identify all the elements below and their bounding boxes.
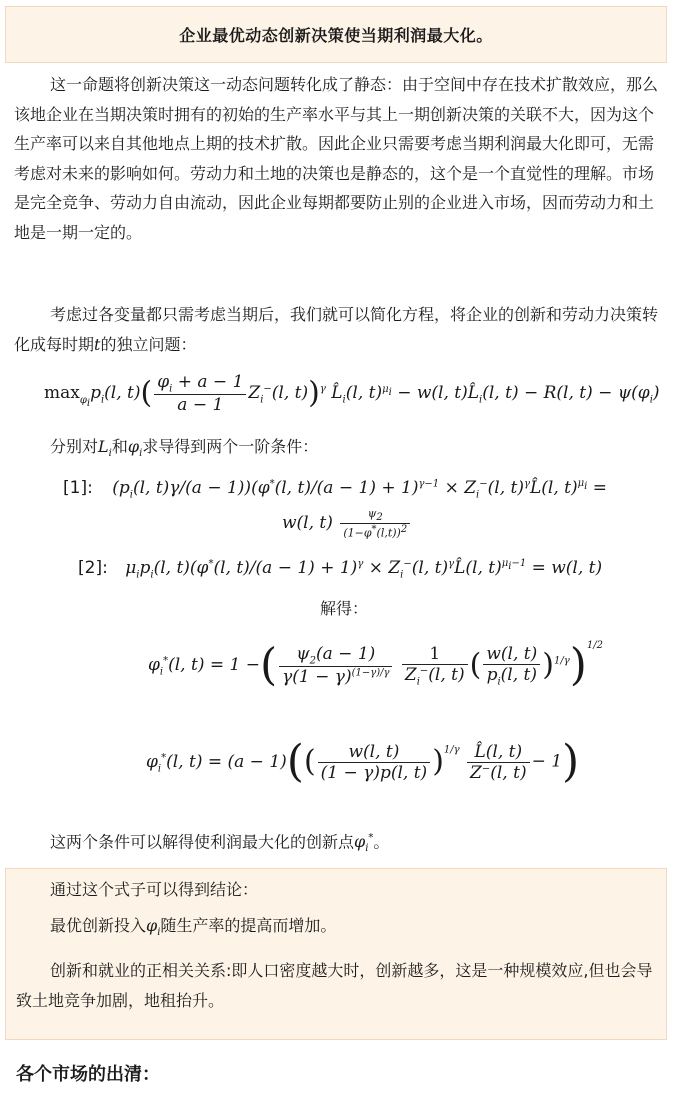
deriv-var-L: $L_i$ — [98, 437, 112, 460]
section-heading: 各个市场的出清： — [16, 1064, 160, 1085]
conclusion-intro: 通过这个式子可以得到结论： — [50, 880, 259, 899]
conclusion-point-2: 创新和就业的正相关关系:即人口密度越大时，创新越多，这是一种规模效应,但也会导致土地竞争加剧，地租抬升。 — [16, 961, 653, 1011]
condition-2-label: [2]: — [78, 558, 108, 578]
solve-label: 解得： — [320, 599, 369, 618]
condition-1-line2: w(l, t) $\frac{\psi_2}{(1-\varphi^*(l,t))^2}$ — [282, 507, 412, 540]
conclusion-point-1: 最优创新投入$\varphi_i$随生产率的提高而增加。 — [50, 916, 337, 939]
time-variable: t — [94, 334, 101, 354]
para2-text-b: 的独立问题： — [100, 334, 197, 354]
deriv-text-c: 求导得到两个一阶条件： — [142, 437, 319, 456]
solution-1: $\varphi_i^*(l$, t) = 1 −( $\frac{\psi_2(a - 1)}{\gamma(1 - \gamma)^{(1-\gamma)/\gamma}}$ $\frac{1}{Z_i^-(l, t)}$ ( $\frac{w(l, t)}{p_i(l, t)}$ )$^{1/\gamma}$)$^{1/2}$ — [148, 639, 603, 691]
solution-2: $\varphi_i^*(l$, t) = (a − 1)(( $\frac{w(l, t)}{(1 - \gamma)p(l, t)}$ )$^{1/\gamma}$ $\frac{L̂(l, t)}{Z^-(l, t)}$ − 1) — [146, 736, 580, 787]
proposition-title: 企业最优动态创新决策使当期利润最大化。 — [179, 26, 493, 45]
paragraph-simplification — [14, 300, 664, 359]
derivation-sentence — [50, 432, 676, 469]
objective-equation: $\max_{\varphi_i}p_i(l$, t)( $\frac{\varphi_i + a - 1}{a - 1}$ $Z_i^-(l$, t))$^\gamma$ $L̂_i(l$, t)$^{\mu_i}$ − w(l, $t)L̂_i(l$, t) − R(l, $t) - \psi(\varphi_i)$ — [44, 372, 660, 416]
result-text-a: 这两个条件可以解得使利润最大化的创新点 — [50, 832, 355, 852]
condition-1-line1: [1]: ($p_i(l$, t)γ/(a − 1))(φ*(l, $t)/(a - 1) + 1)^{\gamma-1} \times Z_i^-(l$, t)$^\gamma$L̂(l, t)$^{\mu_i}$ = — [63, 478, 607, 501]
result-sentence — [50, 824, 676, 864]
para2-text-a: 考虑过各变量都只需考虑当期后，我们就可以简化方程，将企业的创新和劳动力决策转化成每时期 — [14, 305, 659, 354]
condition-2: [2]: $\mu_ip_i(l$, t)(φ*(l, $t)/(a - 1) + 1)^\gamma \times Z_i^-(l$, t)$^\gamma$L̂(l, t)$^{\mu_i-1}$ = w(l, t) — [78, 558, 603, 581]
paragraph-explanation: 这一命题将创新决策这一动态问题转化成了静态：由于空间中存在技术扩散效应，那么该地企业在当期决策时拥有的初始的生产率水平与其上一期创新决策的关联不大，因为这个生产率可以来自其他地点上期的技术扩散。因此企业只需要考虑当期利润最大化即可，无需考虑对未来的影响如何。劳动力和土地的决策也是静态的，这个是一个直觉性的理解。市场是完全竞争、劳动力自由流动，因此企业每期都要防止别的企业进入市场，因而劳动力和土地是一期一定的。 — [14, 75, 659, 242]
title-box — [5, 6, 667, 63]
result-text-b: 。 — [373, 832, 390, 852]
deriv-text-a: 分别对 — [50, 437, 99, 456]
condition-1-label: [1]: — [63, 478, 93, 498]
conclusion-box — [5, 868, 667, 1040]
deriv-text-b: 和 — [111, 437, 128, 456]
result-var: $\varphi_i^*$ — [354, 832, 374, 855]
deriv-var-phi: $\varphi_i$ — [127, 437, 143, 460]
